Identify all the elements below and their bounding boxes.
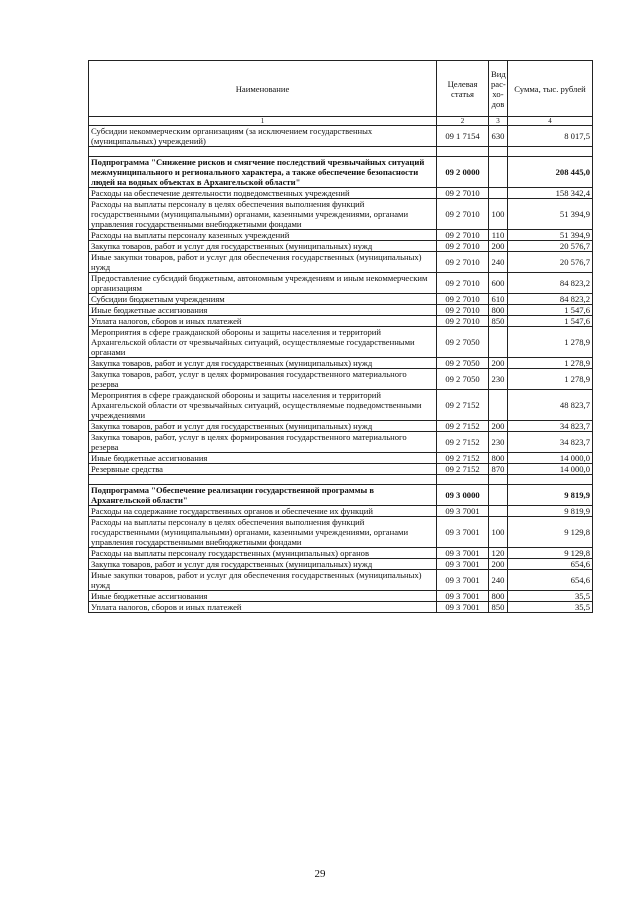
table-row <box>89 305 593 316</box>
expense-type-cell <box>489 188 508 199</box>
column-number: 4 <box>508 117 593 126</box>
target-article-cell: 09 2 7152 <box>437 453 489 464</box>
sum-cell: 34 823,7 <box>508 421 593 432</box>
sum-cell: 35,5 <box>508 602 593 613</box>
page-number: 29 <box>314 868 326 880</box>
sum-cell: 1 278,9 <box>508 369 593 390</box>
table-row <box>89 294 593 305</box>
table-row <box>89 199 593 230</box>
name-cell: Иные закупки товаров, работ и услуг для обеспечения государственных (муниципальных) нужд <box>89 252 437 273</box>
expense-type-cell: 100 <box>489 517 508 548</box>
sum-cell: 158 342,4 <box>508 188 593 199</box>
header-target-article: Целевая статья <box>437 61 489 117</box>
expense-type-cell: 240 <box>489 570 508 591</box>
table-row <box>89 230 593 241</box>
empty-cell <box>437 475 489 485</box>
name-cell: Предоставление субсидий бюджетным, автономным учреждениям и иным некоммерческим организациям <box>89 273 437 294</box>
name-cell: Иные закупки товаров, работ и услуг для обеспечения государственных (муниципальных) нужд <box>89 570 437 591</box>
sum-cell: 20 576,7 <box>508 241 593 252</box>
column-number: 2 <box>437 117 489 126</box>
sum-cell: 9 819,9 <box>508 506 593 517</box>
column-number-row <box>89 117 593 126</box>
expense-type-cell: 800 <box>489 591 508 602</box>
table-row <box>89 252 593 273</box>
expense-type-cell: 120 <box>489 548 508 559</box>
target-article-cell: 09 2 7010 <box>437 241 489 252</box>
table-row <box>89 327 593 358</box>
expense-type-cell <box>489 506 508 517</box>
target-article-cell: 09 1 7154 <box>437 126 489 147</box>
target-article-cell: 09 2 7010 <box>437 273 489 294</box>
sum-cell: 208 445,0 <box>508 157 593 188</box>
table-row <box>89 570 593 591</box>
name-cell: Расходы на выплаты персоналу в целях обеспечения выполнения функций государственными (муниципальными) органами, казенными учреждениями, органами управления государственными внебюджетными фондами <box>89 517 437 548</box>
target-article-cell: 09 2 7050 <box>437 327 489 358</box>
sum-cell: 34 823,7 <box>508 432 593 453</box>
target-article-cell: 09 3 7001 <box>437 602 489 613</box>
sum-cell: 9 129,8 <box>508 548 593 559</box>
target-article-cell: 09 3 7001 <box>437 517 489 548</box>
expense-type-cell: 240 <box>489 252 508 273</box>
name-cell: Закупка товаров, работ и услуг для государственных (муниципальных) нужд <box>89 241 437 252</box>
spacer-row <box>89 147 593 157</box>
empty-cell <box>437 147 489 157</box>
name-cell: Расходы на выплаты персоналу казенных учреждений <box>89 230 437 241</box>
name-cell: Уплата налогов, сборов и иных платежей <box>89 316 437 327</box>
expense-type-cell <box>489 390 508 421</box>
target-article-cell: 09 2 7050 <box>437 358 489 369</box>
name-cell: Расходы на выплаты персоналу государственных (муниципальных) органов <box>89 548 437 559</box>
column-number: 1 <box>89 117 437 126</box>
sum-cell: 51 394,9 <box>508 230 593 241</box>
target-article-cell: 09 2 7050 <box>437 369 489 390</box>
table-body <box>89 126 593 613</box>
expense-type-cell: 850 <box>489 602 508 613</box>
expense-type-cell: 870 <box>489 464 508 475</box>
table-row <box>89 517 593 548</box>
expense-type-cell: 230 <box>489 432 508 453</box>
table-row <box>89 188 593 199</box>
sum-cell: 1 278,9 <box>508 327 593 358</box>
expense-type-cell: 200 <box>489 241 508 252</box>
header-sum: Сумма, тыс. рублей <box>508 61 593 117</box>
sum-cell: 654,6 <box>508 559 593 570</box>
sum-cell: 14 000,0 <box>508 464 593 475</box>
name-cell: Расходы на выплаты персоналу в целях обеспечения выполнения функций государственными (муниципальными) органами, казенными учреждениями, органами управления государственными внебюджетными фондами <box>89 199 437 230</box>
table-row <box>89 591 593 602</box>
sum-cell: 1 547,6 <box>508 316 593 327</box>
table-row <box>89 453 593 464</box>
table-header-row <box>89 61 593 117</box>
expense-type-cell: 630 <box>489 126 508 147</box>
name-cell: Иные бюджетные ассигнования <box>89 305 437 316</box>
table-row <box>89 559 593 570</box>
name-cell: Иные бюджетные ассигнования <box>89 591 437 602</box>
name-cell: Субсидии бюджетным учреждениям <box>89 294 437 305</box>
target-article-cell: 09 2 7152 <box>437 390 489 421</box>
target-article-cell: 09 3 7001 <box>437 548 489 559</box>
sum-cell: 14 000,0 <box>508 453 593 464</box>
name-cell: Субсидии некоммерческим организациям (за исключением государственных (муниципальных) учреждений) <box>89 126 437 147</box>
expense-type-cell: 850 <box>489 316 508 327</box>
name-cell: Закупка товаров, работ и услуг для государственных (муниципальных) нужд <box>89 358 437 369</box>
empty-cell <box>89 147 437 157</box>
name-cell: Уплата налогов, сборов и иных платежей <box>89 602 437 613</box>
table-row <box>89 316 593 327</box>
sum-cell: 8 017,5 <box>508 126 593 147</box>
target-article-cell: 09 2 7010 <box>437 305 489 316</box>
target-article-cell: 09 2 7010 <box>437 199 489 230</box>
header-name: Наименование <box>89 61 437 117</box>
name-cell: Подпрограмма "Обеспечение реализации государственной программы в Архангельской области" <box>89 485 437 506</box>
name-cell: Закупка товаров, работ и услуг для государственных (муниципальных) нужд <box>89 421 437 432</box>
table-row <box>89 602 593 613</box>
table-row <box>89 506 593 517</box>
target-article-cell: 09 2 7152 <box>437 421 489 432</box>
name-cell: Расходы на содержание государственных органов и обеспечение их функций <box>89 506 437 517</box>
sum-cell: 20 576,7 <box>508 252 593 273</box>
name-cell: Резервные средства <box>89 464 437 475</box>
table-row <box>89 548 593 559</box>
target-article-cell: 09 3 7001 <box>437 559 489 570</box>
expense-type-cell <box>489 485 508 506</box>
sum-cell: 9 819,9 <box>508 485 593 506</box>
sum-cell: 48 823,7 <box>508 390 593 421</box>
subprogram-row <box>89 157 593 188</box>
name-cell: Расходы на обеспечение деятельности подведомственных учреждений <box>89 188 437 199</box>
expense-type-cell: 110 <box>489 230 508 241</box>
name-cell: Мероприятия в сфере гражданской обороны и защиты населения и территорий Архангельской области от чрезвычайных ситуаций, осуществляемые подведомственными учреждениями <box>89 390 437 421</box>
name-cell: Закупка товаров, работ, услуг в целях формирования государственного материального резерва <box>89 432 437 453</box>
expense-type-cell: 610 <box>489 294 508 305</box>
expense-type-cell: 600 <box>489 273 508 294</box>
empty-cell <box>489 475 508 485</box>
name-cell: Закупка товаров, работ и услуг для государственных (муниципальных) нужд <box>89 559 437 570</box>
table-row <box>89 421 593 432</box>
target-article-cell: 09 2 7152 <box>437 432 489 453</box>
target-article-cell: 09 2 7010 <box>437 188 489 199</box>
spacer-row <box>89 475 593 485</box>
sum-cell: 1 278,9 <box>508 358 593 369</box>
budget-table <box>88 60 593 613</box>
document-page <box>88 60 592 613</box>
target-article-cell: 09 2 7010 <box>437 230 489 241</box>
expense-type-cell <box>489 157 508 188</box>
table-row <box>89 464 593 475</box>
target-article-cell: 09 2 7152 <box>437 464 489 475</box>
sum-cell: 654,6 <box>508 570 593 591</box>
sum-cell: 84 823,2 <box>508 294 593 305</box>
table-row <box>89 241 593 252</box>
expense-type-cell: 800 <box>489 305 508 316</box>
subprogram-row <box>89 485 593 506</box>
empty-cell <box>489 147 508 157</box>
table-row <box>89 432 593 453</box>
target-article-cell: 09 3 7001 <box>437 570 489 591</box>
target-article-cell: 09 2 7010 <box>437 252 489 273</box>
target-article-cell: 09 3 7001 <box>437 591 489 602</box>
target-article-cell: 09 3 0000 <box>437 485 489 506</box>
expense-type-cell: 200 <box>489 421 508 432</box>
empty-cell <box>508 147 593 157</box>
expense-type-cell: 800 <box>489 453 508 464</box>
target-article-cell: 09 2 0000 <box>437 157 489 188</box>
expense-type-cell: 100 <box>489 199 508 230</box>
expense-type-cell <box>489 327 508 358</box>
name-cell: Закупка товаров, работ, услуг в целях формирования государственного материального резерва <box>89 369 437 390</box>
name-cell: Иные бюджетные ассигнования <box>89 453 437 464</box>
table-row <box>89 369 593 390</box>
target-article-cell: 09 3 7001 <box>437 506 489 517</box>
column-number: 3 <box>489 117 508 126</box>
sum-cell: 9 129,8 <box>508 517 593 548</box>
sum-cell: 1 547,6 <box>508 305 593 316</box>
header-expense-type: Вид рас- хо- дов <box>489 61 508 117</box>
table-row <box>89 273 593 294</box>
sum-cell: 35,5 <box>508 591 593 602</box>
expense-type-cell: 230 <box>489 369 508 390</box>
name-cell: Мероприятия в сфере гражданской обороны и защиты населения и территорий Архангельской области от чрезвычайных ситуаций, осуществляемые государственными органами <box>89 327 437 358</box>
expense-type-cell: 200 <box>489 559 508 570</box>
table-row <box>89 358 593 369</box>
table-row <box>89 126 593 147</box>
target-article-cell: 09 2 7010 <box>437 294 489 305</box>
empty-cell <box>89 475 437 485</box>
expense-type-cell: 200 <box>489 358 508 369</box>
table-row <box>89 390 593 421</box>
sum-cell: 51 394,9 <box>508 199 593 230</box>
name-cell: Подпрограмма "Снижение рисков и смягчение последствий чрезвычайных ситуаций межмуниципального и регионального характера, а также обеспечение безопасности людей на водных объектах в Архангельской области" <box>89 157 437 188</box>
empty-cell <box>508 475 593 485</box>
target-article-cell: 09 2 7010 <box>437 316 489 327</box>
sum-cell: 84 823,2 <box>508 273 593 294</box>
